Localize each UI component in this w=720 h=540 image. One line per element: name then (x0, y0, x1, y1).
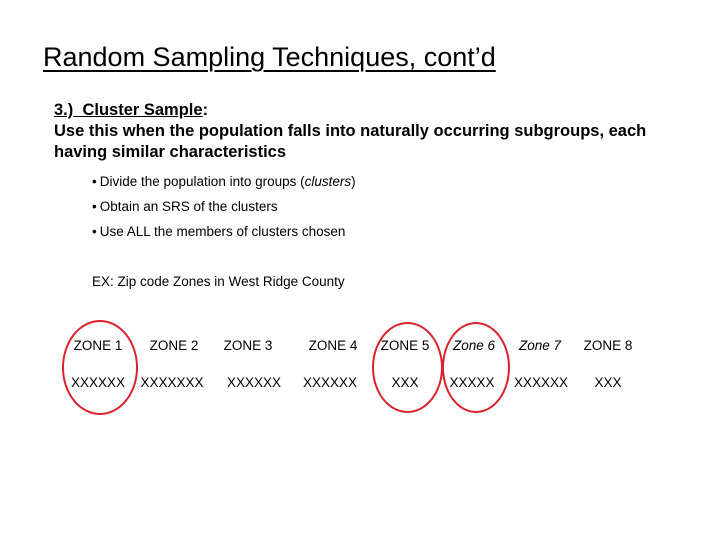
bullet-text: Use ALL the members of clusters chosen (99, 224, 346, 239)
section-colon: : (202, 101, 209, 119)
bullet-emphasis: clusters (304, 174, 352, 189)
zone-name-5: ZONE 5 (380, 338, 430, 353)
zone-name-1: ZONE 1 (73, 338, 123, 353)
zone-members-8: XXX (594, 375, 622, 390)
section-name: Cluster Sample (82, 101, 203, 119)
zone-name-6: Zone 6 (452, 338, 496, 353)
example-text: EX: Zip code Zones in West Ridge County (92, 274, 345, 289)
zone-name-2: ZONE 2 (149, 338, 199, 353)
bullet-mark: • (92, 224, 97, 239)
zone-members-3: XXXXXX (226, 375, 282, 390)
zone-name-8: ZONE 8 (583, 338, 633, 353)
section-heading (54, 100, 208, 121)
section-description: Use this when the population falls into naturally occurring subgroups, each having similar characteristics (54, 122, 647, 161)
zone-members-1: XXXXXX (70, 375, 126, 390)
bullet-mark: • (92, 174, 97, 189)
bullet-item (92, 224, 356, 249)
section-heading-label (54, 101, 203, 119)
zone-6-selection-circle (442, 322, 510, 413)
zone-members-4: XXXXXX (302, 375, 358, 390)
bullet-item (92, 174, 356, 199)
bullet-text: Divide the population into groups ( (99, 174, 305, 189)
slide-title: Random Sampling Techniques, cont’d (43, 42, 496, 72)
bullet-mark: • (92, 199, 97, 214)
zone-5-selection-circle (372, 322, 443, 413)
section-number: 3.) (54, 101, 74, 119)
bullet-item (92, 199, 356, 224)
zone-name-7: Zone 7 (518, 338, 562, 353)
bullet-text: Obtain an SRS of the clusters (99, 199, 278, 214)
zone-name-3: ZONE 3 (223, 338, 273, 353)
bullet-list (92, 174, 356, 249)
bullet-text-end: ) (351, 174, 356, 189)
zone-members-2: XXXXXXX (140, 375, 204, 390)
zone-members-6: XXXXX (449, 375, 495, 390)
zone-members-7: XXXXXX (513, 375, 569, 390)
zone-name-4: ZONE 4 (308, 338, 358, 353)
zone-1-selection-circle (62, 320, 138, 415)
zone-members-5: XXX (391, 375, 419, 390)
